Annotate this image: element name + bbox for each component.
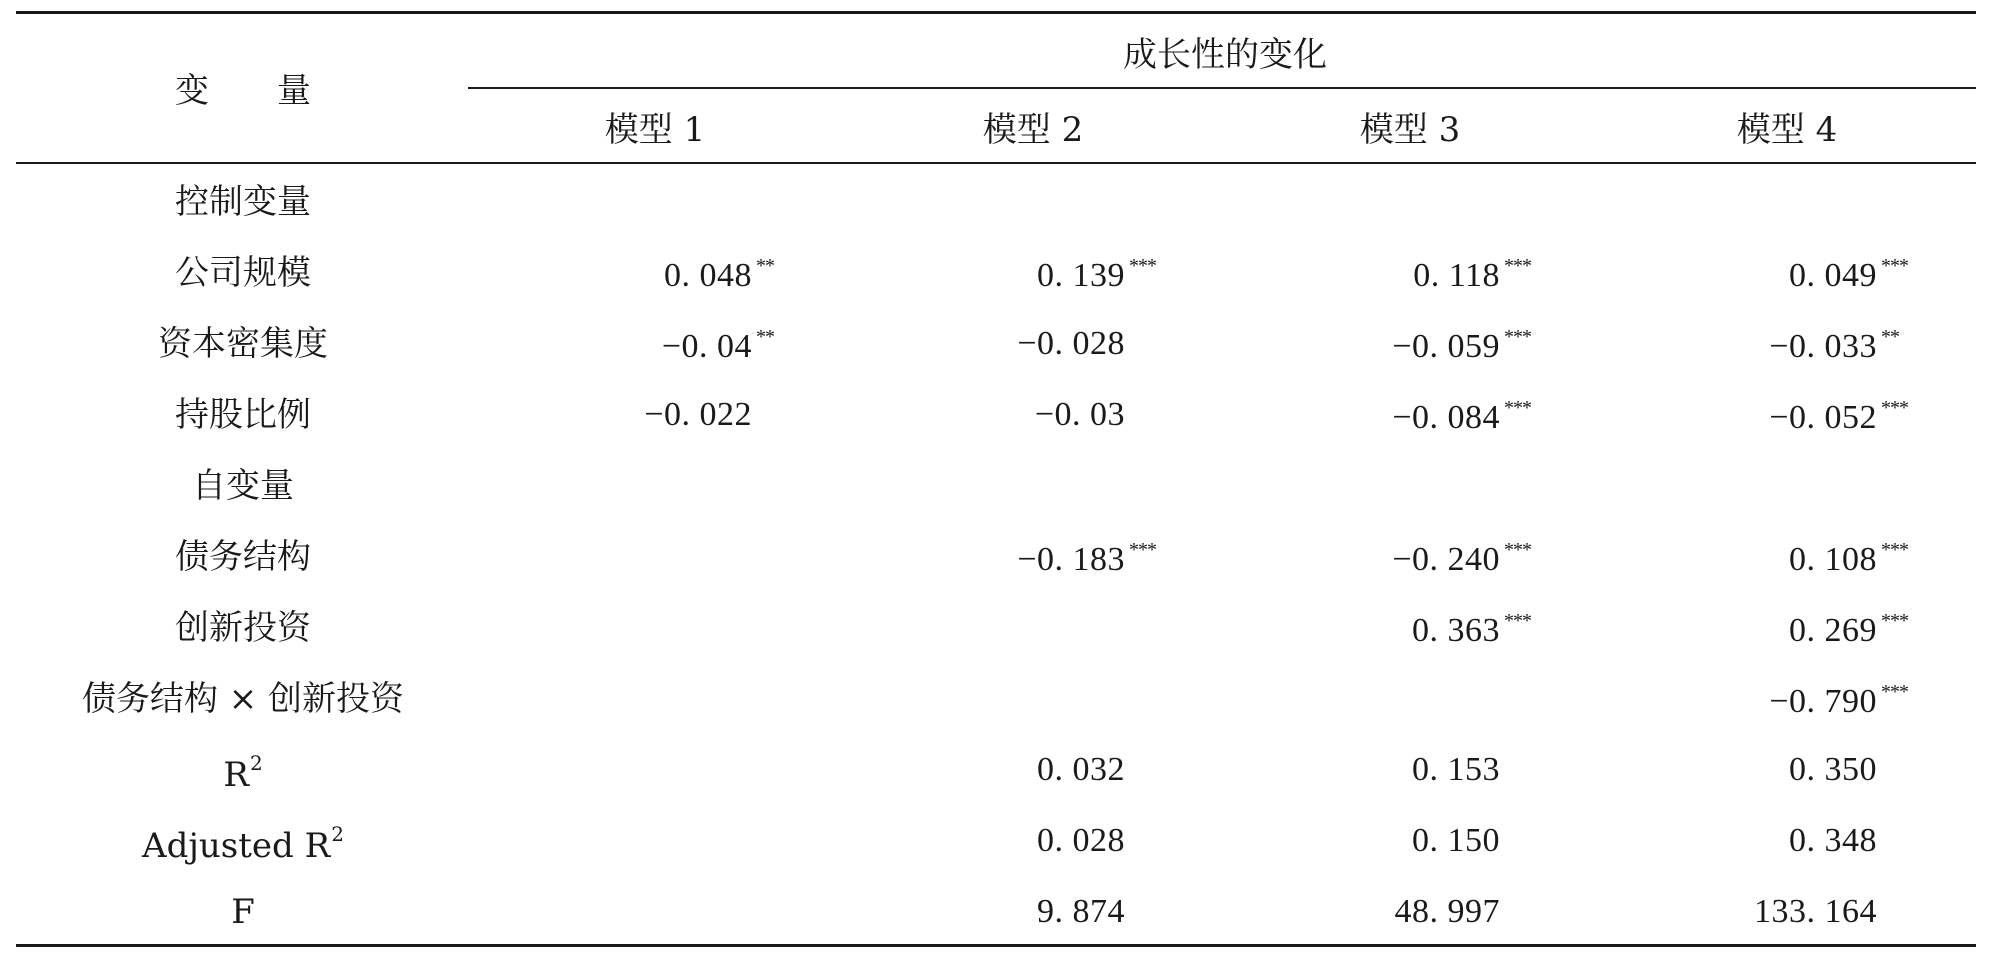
significance-stars: ** [1881,326,1899,348]
table-cell-model-3 [1392,398,1531,435]
table-cell-model-1 [664,256,774,293]
cell-value: 0. 363 [1412,612,1500,649]
cell-value: 0. 350 [1789,751,1877,788]
table-cell-model-4 [1789,256,1908,293]
row-label-text: 债务结构 × 创新投资 [81,679,405,719]
table-cell-model-3 [1412,611,1531,648]
row-label [175,253,311,293]
significance-stars: ** [756,326,774,348]
cell-value: 133. 164 [1754,893,1877,930]
row-label [142,822,344,866]
significance-stars: *** [1881,681,1908,703]
significance-stars: ** [756,255,774,277]
row-label-superscript: 2 [249,751,263,775]
table-cell-model-4 [1789,753,1877,787]
table-cell-model-1 [644,398,752,432]
cell-value: −0. 052 [1769,399,1877,436]
cell-value: 0. 049 [1789,257,1877,294]
table-cell-model-3 [1392,327,1531,364]
row-label-text: 债务结构 [175,537,311,577]
cell-value: −0. 084 [1392,399,1500,436]
table-cell-model-1 [662,327,774,364]
cell-value: 0. 139 [1037,257,1125,294]
stub-header: 变 量 [175,71,311,111]
significance-stars: *** [1881,610,1908,632]
significance-stars: *** [1504,539,1531,561]
cell-value: −0. 033 [1769,328,1877,365]
model-header-3: 模型 3 [1359,110,1461,150]
table-cell-model-3 [1395,895,1501,929]
significance-stars: *** [1129,255,1156,277]
table-cell-model-3 [1412,824,1500,858]
cell-value: −0. 240 [1392,541,1500,578]
cell-value: −0. 04 [661,328,752,365]
group-header: 成长性的变化 [1123,35,1327,75]
significance-stars: *** [1504,255,1531,277]
cell-value: 0. 118 [1413,257,1500,294]
significance-stars: *** [1504,326,1531,348]
model-header-4: 模型 4 [1736,110,1838,150]
cell-value: 0. 153 [1412,751,1500,788]
group-header-underline [468,87,1976,89]
row-label-text: 持股比例 [175,395,311,435]
table-cell-model-3 [1412,753,1500,787]
table-cell-model-2 [1037,895,1125,929]
table-header-rule [16,162,1976,164]
row-label [192,466,294,506]
row-label-text: 创新投资 [175,608,311,648]
cell-value: 0. 150 [1412,822,1500,859]
cell-value: 0. 348 [1789,822,1877,859]
row-label [158,324,328,364]
row-label [175,182,311,222]
cell-value: 48. 997 [1394,893,1500,930]
table-cell-model-4 [1789,611,1908,648]
table-top-rule [16,11,1976,14]
row-label-text: Adjusted R [142,826,331,866]
table-cell-model-3 [1392,540,1531,577]
table-cell-model-4 [1754,895,1877,929]
cell-value: −0. 028 [1017,325,1125,362]
row-label [231,892,255,932]
model-header-1: 模型 1 [604,110,706,150]
row-label-superscript: 2 [331,822,344,846]
significance-stars: *** [1881,255,1908,277]
row-label [175,395,311,435]
cell-value: 0. 108 [1789,541,1877,578]
cell-value: 0. 048 [664,257,752,294]
table-cell-model-4 [1769,682,1908,719]
row-label-text: 资本密集度 [158,324,328,364]
row-label-text: 控制变量 [175,182,311,222]
row-label-text: 公司规模 [175,253,311,293]
cell-value: 0. 269 [1789,612,1877,649]
row-label-text: 自变量 [192,466,294,506]
table-bottom-rule [16,944,1976,947]
table-cell-model-4 [1769,398,1908,435]
cell-value: 0. 032 [1037,751,1125,788]
table-cell-model-2 [1017,540,1156,577]
row-label-text: R [223,755,249,795]
table-cell-model-2 [1017,327,1125,361]
significance-stars: *** [1504,397,1531,419]
row-label-text: F [231,892,255,932]
table-cell-model-2 [1037,753,1125,787]
cell-value: −0. 022 [644,396,752,433]
table-cell-model-2 [1035,398,1125,432]
model-header-2: 模型 2 [982,110,1084,150]
table-cell-model-2 [1037,256,1156,293]
significance-stars: *** [1881,397,1908,419]
cell-value: −0. 790 [1769,683,1877,720]
cell-value: 9. 874 [1037,893,1125,930]
row-label [81,679,405,719]
table-cell-model-4 [1789,540,1908,577]
table-cell-model-2 [1037,824,1125,858]
table-cell-model-4 [1789,824,1877,858]
cell-value: −0. 03 [1034,396,1125,433]
table-cell-model-3 [1413,256,1531,293]
cell-value: −0. 059 [1392,328,1500,365]
significance-stars: *** [1504,610,1531,632]
row-label [175,537,311,577]
significance-stars: *** [1129,539,1156,561]
significance-stars: *** [1881,539,1908,561]
table-cell-model-4 [1769,327,1899,364]
row-label [223,751,263,795]
cell-value: −0. 183 [1017,541,1125,578]
row-label [175,608,311,648]
cell-value: 0. 028 [1037,822,1125,859]
